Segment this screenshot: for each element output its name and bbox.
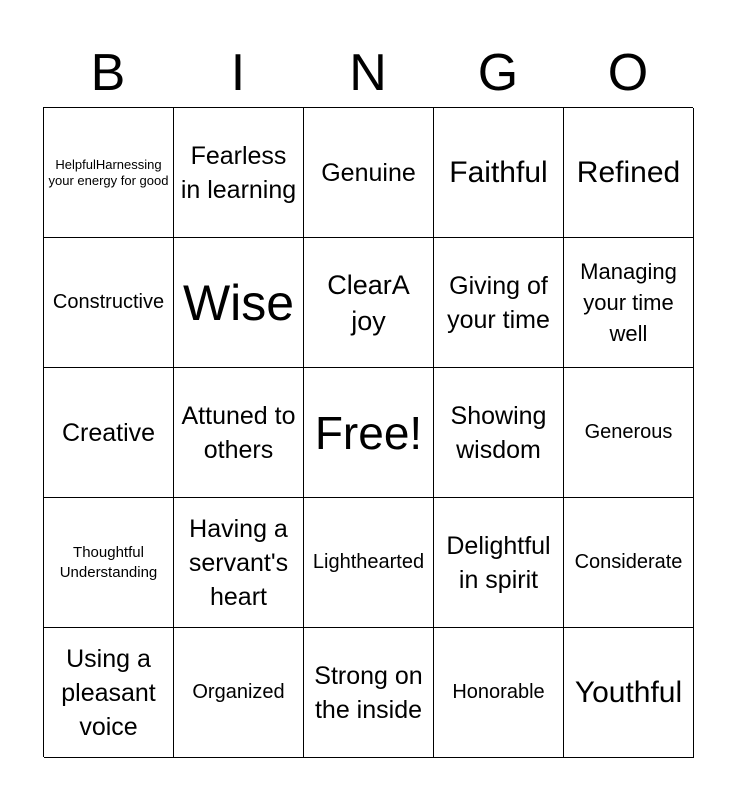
bingo-cell-r5-c4[interactable] <box>434 628 564 758</box>
cell-text: Honorable <box>452 681 545 703</box>
cell-text: Organized <box>192 681 285 703</box>
bingo-cell-r5-c5[interactable] <box>564 628 694 758</box>
header-letter-o: O <box>607 44 649 102</box>
cell-text: Considerate <box>574 551 683 573</box>
bingo-cell-r4-c5[interactable] <box>564 498 694 628</box>
bingo-cell-r1-c1[interactable] <box>44 108 174 238</box>
bingo-cell-r1-c3[interactable] <box>304 108 434 238</box>
free-space-text: Free! <box>314 406 423 459</box>
cell-text: Strong on the inside <box>314 661 423 724</box>
bingo-cell-r3-c2[interactable] <box>174 368 304 498</box>
cell-text: Refined <box>576 155 681 189</box>
cell-text: Managing your time well <box>580 259 677 346</box>
header-letter-n: N <box>349 44 387 102</box>
bingo-cell-r3-c1[interactable] <box>44 368 174 498</box>
cell-text: Creative <box>61 418 156 447</box>
bingo-cell-r1-c4[interactable] <box>434 108 564 238</box>
cell-text: Having a servant's heart <box>188 514 289 611</box>
cell-text: Attuned to others <box>181 401 296 464</box>
cell-text: Constructive <box>52 291 165 313</box>
free-space-cell[interactable] <box>304 368 434 498</box>
bingo-cell-r1-c5[interactable] <box>564 108 694 238</box>
bingo-cell-r2-c2[interactable] <box>174 238 304 368</box>
cell-text: Delightful in spirit <box>446 531 551 594</box>
cell-text: Thoughtful Understanding <box>59 543 158 581</box>
bingo-cell-r2-c3[interactable] <box>304 238 434 368</box>
cell-text: Youthful <box>574 675 683 709</box>
bingo-cell-r2-c5[interactable] <box>564 238 694 368</box>
cell-text: Showing wisdom <box>450 401 547 464</box>
bingo-header <box>43 40 693 106</box>
bingo-cell-r4-c4[interactable] <box>434 498 564 628</box>
cell-text: Using a pleasant voice <box>61 644 156 741</box>
cell-text: Fearless in learning <box>180 141 297 204</box>
cell-text: Lighthearted <box>312 551 425 573</box>
header-letter-i: I <box>230 44 246 102</box>
cell-text: Generous <box>584 421 673 443</box>
bingo-cell-r1-c2[interactable] <box>174 108 304 238</box>
cell-text: HelpfulHarnessing your energy for good <box>48 156 169 188</box>
cell-text: Faithful <box>449 155 548 189</box>
header-letter-g: G <box>477 44 519 102</box>
bingo-board <box>43 107 693 757</box>
bingo-cell-r5-c1[interactable] <box>44 628 174 758</box>
bingo-cell-r5-c2[interactable] <box>174 628 304 758</box>
bingo-cell-r4-c1[interactable] <box>44 498 174 628</box>
bingo-cell-r2-c4[interactable] <box>434 238 564 368</box>
bingo-cell-r5-c3[interactable] <box>304 628 434 758</box>
cell-text: ClearA joy <box>327 269 410 336</box>
header-letter-b: B <box>90 44 126 102</box>
bingo-cell-r3-c4[interactable] <box>434 368 564 498</box>
cell-text: Wise <box>182 274 295 331</box>
bingo-cell-r4-c2[interactable] <box>174 498 304 628</box>
cell-text: Giving of your time <box>447 271 550 334</box>
cell-text: Genuine <box>321 158 416 187</box>
bingo-cell-r2-c1[interactable] <box>44 238 174 368</box>
bingo-cell-r4-c3[interactable] <box>304 498 434 628</box>
bingo-cell-r3-c5[interactable] <box>564 368 694 498</box>
